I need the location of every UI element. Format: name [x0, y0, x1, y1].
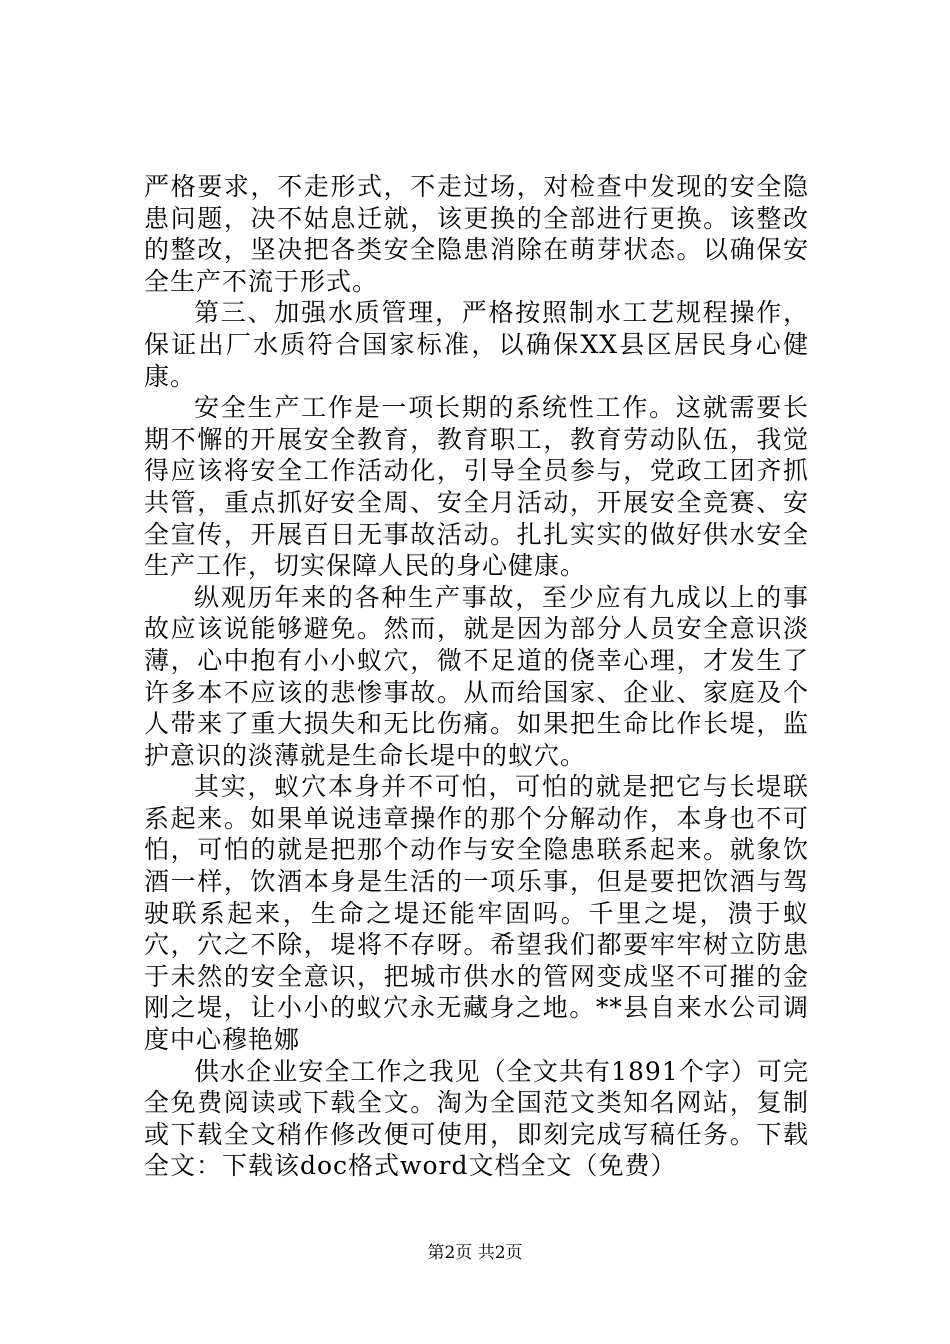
paragraph-ant-hole: 其实，蚁穴本身并不可怕，可怕的就是把它与长堤联系起来。如果单说违章操作的那个分解动作，本身也不可怕，可怕的就是把那个动作与安全隐患联系起来。就象饮酒一样，饮酒本身是生活的一项乐事，但是要把饮酒与驾驶联系起来，生命之堤还能牢固吗。千里之堤，溃于蚁穴，穴之不除，堤将不存呀。希望我们都要牢牢树立防患于未然的安全意识，把城市供水的管网变成坚不可摧的金刚之堤，让小小的蚁穴永无藏身之地。**县自来水公司调度中心穆艳娜: [144, 772, 809, 1055]
paragraph-safety-work: 安全生产工作是一项长期的系统性工作。这就需要长期不懈的开展安全教育，教育职工，教育劳动队伍，我觉得应该将安全工作活动化，引导全员参与，党政工团齐抓共管，重点抓好安全周、安全月活动，开展安全竞赛、安全宣传，开展百日无事故活动。扎扎实实的做好供水安全生产工作，切实保障人民的身心健康。: [144, 393, 809, 581]
paragraph-download-note: 供水企业安全工作之我见（全文共有1891个字）可完全免费阅读或下载全文。淘为全国范文类知名网站，复制或下载全文稍作修改便可使用，即刻完成写稿任务。下载全文：下载该doc格式word文档全文（免费）: [144, 1056, 809, 1181]
paragraph-water-quality: 第三、加强水质管理，严格按照制水工艺规程操作，保证出厂水质符合国家标准，以确保XX县区居民身心健康。: [144, 298, 809, 391]
document-body: [144, 171, 809, 1182]
paragraph-accident-review: 纵观历年来的各种生产事故，至少应有九成以上的事故应该说能够避免。然而，就是因为部分人员安全意识淡薄，心中抱有小小蚁穴，微不足道的侥幸心理，才发生了许多本不应该的悲惨事故。从而给国家、企业、家庭及个人带来了重大损失和无比伤痛。如果把生命比作长堤，监护意识的淡薄就是生命长堤中的蚁穴。: [144, 582, 809, 770]
page-number-footer: 第2页 共2页: [427, 1243, 523, 1263]
paragraph-continuation: 严格要求，不走形式，不走过场，对检查中发现的安全隐患问题，决不姑息迁就，该更换的全部进行更换。该整改的整改，坚决把各类安全隐患消除在萌芽状态。以确保安全生产不流于形式。: [144, 172, 809, 296]
